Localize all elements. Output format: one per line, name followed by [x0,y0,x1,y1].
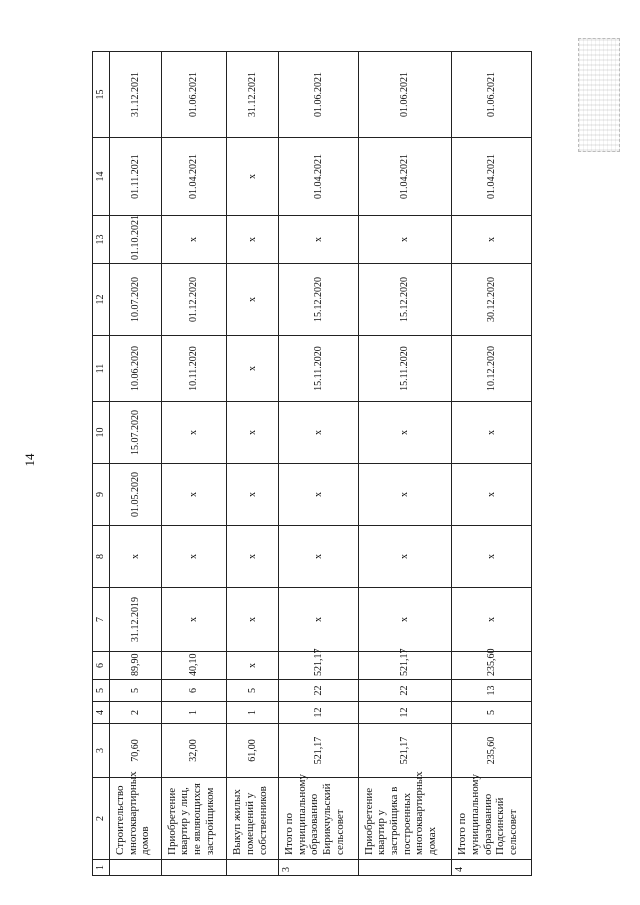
table-cell: x [279,526,359,588]
page-number: 14 [22,453,37,467]
table-row [279,52,359,876]
table-header-cell: 12 [93,264,110,336]
table-cell: 235,60 [452,724,532,778]
table-cell: 15.11.2020 [279,336,359,402]
table-cell-name: Приобретение квартир у лиц, не являющихся застройщиком [161,778,227,860]
table-header-cell: 4 [93,702,110,724]
table-cell: 01.05.2020 [110,464,162,526]
table-cell: x [452,526,532,588]
table-cell: 01.04.2021 [161,138,227,216]
table-cell: x [227,336,279,402]
table-cell: 5 [110,680,162,702]
table-cell: x [279,402,359,464]
table-cell: 10.07.2020 [110,264,162,336]
table-cell: 32,00 [161,724,227,778]
table-cell: 1 [227,702,279,724]
table-cell: 01.12.2020 [161,264,227,336]
table-row [227,52,279,876]
table-cell: x [227,264,279,336]
table-cell-name: Строительство многоквартирных домов [110,778,162,860]
table-cell: x [161,526,227,588]
table-cell-name: Приобретение квартир у застройщика в построенных многоквартирных домах [358,778,452,860]
table-cell: 01.04.2021 [279,138,359,216]
table-row [452,52,532,876]
table-cell: 5 [452,702,532,724]
table-header-cell: 2 [93,778,110,860]
table-header-cell: 1 [93,860,110,876]
table-cell [358,860,452,876]
table-cell: 521,17 [279,724,359,778]
table-cell: 2 [110,702,162,724]
table-cell: 31.12.2021 [110,52,162,138]
table-header-cell: 9 [93,464,110,526]
table-cell: x [279,588,359,652]
table-cell: 15.12.2020 [358,264,452,336]
table-cell: x [227,216,279,264]
table-cell: 01.06.2021 [279,52,359,138]
table-cell: x [358,402,452,464]
table-cell: x [358,526,452,588]
table-cell: x [161,464,227,526]
table-cell: x [227,464,279,526]
table-cell: 31.12.2019 [110,588,162,652]
table-row [358,52,452,876]
table-header-cell: 10 [93,402,110,464]
scan-stamp-mark [578,38,620,152]
table-cell: 01.04.2021 [358,138,452,216]
table-row [110,52,162,876]
table-cell: x [227,402,279,464]
table-cell: 22 [358,680,452,702]
table-cell: 30.12.2020 [452,264,532,336]
table-cell: 01.06.2021 [358,52,452,138]
table-cell: 12 [279,702,359,724]
table-cell [227,860,279,876]
table-cell: x [452,588,532,652]
table-cell: 10.12.2020 [452,336,532,402]
table-cell: 01.11.2021 [110,138,162,216]
table-cell-name: Итого по муниципальному образованию Подсинский сельсовет [452,778,532,860]
table-cell: x [358,216,452,264]
table-header-cell: 5 [93,680,110,702]
table-cell: 40,10 [161,652,227,680]
table-header-cell: 15 [93,52,110,138]
table-cell [110,860,162,876]
table-cell: 22 [279,680,359,702]
table-cell: 61,00 [227,724,279,778]
rotated-table-wrapper [92,54,532,876]
table-cell: 5 [227,680,279,702]
table-header-cell: 13 [93,216,110,264]
table-cell: 235,60 [452,652,532,680]
table-cell: 70,60 [110,724,162,778]
table-cell: 15.07.2020 [110,402,162,464]
table-cell: 1 [161,702,227,724]
table-cell: 4 [452,860,532,876]
table-cell: x [161,216,227,264]
table-cell: 12 [358,702,452,724]
table-cell: x [452,464,532,526]
table-cell: x [358,464,452,526]
table-cell: 01.06.2021 [452,52,532,138]
table-cell [161,860,227,876]
table-cell: 01.10.2021 [110,216,162,264]
table-cell: 01.06.2021 [161,52,227,138]
table-header-cell: 14 [93,138,110,216]
table-cell: 15.12.2020 [279,264,359,336]
table-header-cell: 3 [93,724,110,778]
table-row [161,52,227,876]
data-table [92,51,532,876]
table-header-row [93,52,110,876]
table-cell: 521,17 [279,652,359,680]
table-cell: x [161,402,227,464]
table-cell: 3 [279,860,359,876]
table-cell: x [161,588,227,652]
table-cell: 521,17 [358,652,452,680]
table-cell: x [227,588,279,652]
table-header-cell: 6 [93,652,110,680]
table-header-cell: 7 [93,588,110,652]
table-cell: x [227,138,279,216]
table-cell-name: Итого по муниципальному образованию Бирикчульский сельсовет [279,778,359,860]
table-cell: x [452,216,532,264]
table-cell: x [110,526,162,588]
table-cell: x [227,652,279,680]
table-cell: x [279,216,359,264]
table-cell: x [358,588,452,652]
table-cell: 01.04.2021 [452,138,532,216]
table-header-cell: 8 [93,526,110,588]
table-cell-name: Выкуп жилых помещений у собственников [227,778,279,860]
table-cell: 31.12.2021 [227,52,279,138]
table-cell: 10.06.2020 [110,336,162,402]
table-cell: 13 [452,680,532,702]
table-cell: 10.11.2020 [161,336,227,402]
rotated-table-container [92,54,532,876]
table-cell: 521,17 [358,724,452,778]
table-cell: 6 [161,680,227,702]
table-header-cell: 11 [93,336,110,402]
table-cell: x [227,526,279,588]
table-cell: x [279,464,359,526]
table-cell: x [452,402,532,464]
table-cell: 15.11.2020 [358,336,452,402]
table-cell: 89,90 [110,652,162,680]
